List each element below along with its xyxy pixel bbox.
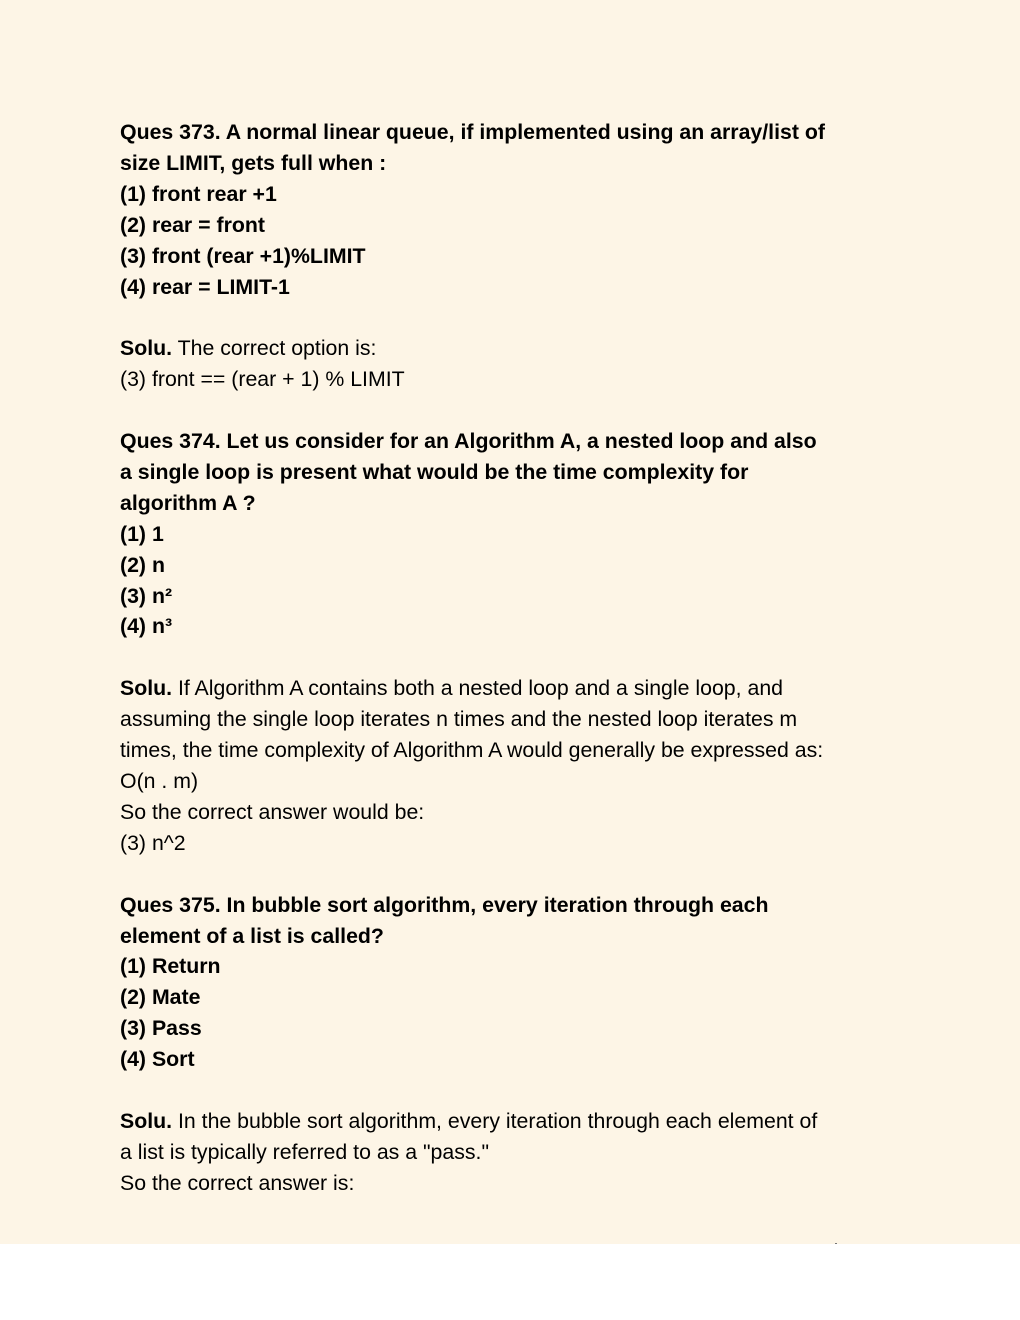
spacer [120,642,910,673]
question-373-option-4: (4) rear = LIMIT-1 [120,274,290,299]
solution-375 [120,1106,910,1199]
spacer [120,302,910,333]
question-373-text-line-2: size LIMIT, gets full when : [120,150,387,175]
solution-373-answer: (3) front == (rear + 1) % LIMIT [120,367,405,392]
question-375-text-line-2: element of a list is called? [120,923,384,948]
question-374-text-line-3: algorithm A ? [120,490,256,515]
solution-374-text-1: If Algorithm A contains both a nested loop and a single loop, and [172,676,784,701]
solution-374 [120,673,910,858]
solution-375-line-3: So the correct answer is: [120,1170,355,1195]
question-375-option-1: (1) Return [120,954,221,979]
solution-374-line-3: times, the time complexity of Algorithm A would generally be expressed as: [120,738,824,763]
solution-373-text: The correct option is: [172,336,377,361]
solution-374-answer: (3) n^2 [120,830,186,855]
question-375-option-2: (2) Mate [120,985,201,1010]
solution-label: Solu. [120,1108,173,1133]
question-374-option-4: (4) n³ [120,614,173,639]
page-content [120,117,910,1199]
solution-374-line-1 [120,673,910,704]
question-374-text-line-2: a single loop is present what would be the time complexity for [120,459,749,484]
solution-375-line-1 [120,1106,910,1137]
question-375-option-4: (4) Sort [120,1047,195,1072]
solution-374-line-2: assuming the single loop iterates n times and the nested loop iterates m [120,707,798,732]
question-374-option-3: (3) n² [120,583,173,608]
page-edge-mark [835,1243,837,1244]
question-375-option-3: (3) Pass [120,1016,202,1041]
solution-374-line-4: O(n . m) [120,768,199,793]
solution-label: Solu. [120,336,173,361]
solution-label: Solu. [120,676,173,701]
solution-373 [120,333,910,395]
solution-373-line-1 [120,333,910,364]
question-374 [120,426,910,642]
question-373-option-1: (1) front rear +1 [120,181,277,206]
solution-374-line-5: So the correct answer would be: [120,799,425,824]
question-373 [120,117,910,302]
question-375-text-line-1: Ques 375. In bubble sort algorithm, every iteration through each [120,892,769,917]
solution-375-line-2: a list is typically referred to as a "pass." [120,1139,490,1164]
spacer [120,1075,910,1106]
question-374-option-2: (2) n [120,552,165,577]
question-375 [120,890,910,1075]
question-373-option-3: (3) front (rear +1)%LIMIT [120,243,366,268]
question-374-option-1: (1) 1 [120,521,164,546]
solution-375-text-1: In the bubble sort algorithm, every iteration through each element of [172,1108,818,1133]
spacer [120,859,910,890]
question-374-text-line-1: Ques 374. Let us consider for an Algorithm A, a nested loop and also [120,429,817,454]
question-373-text-line-1: Ques 373. A normal linear queue, if implemented using an array/list of [120,120,825,144]
question-373-option-2: (2) rear = front [120,212,265,237]
spacer [120,395,910,426]
